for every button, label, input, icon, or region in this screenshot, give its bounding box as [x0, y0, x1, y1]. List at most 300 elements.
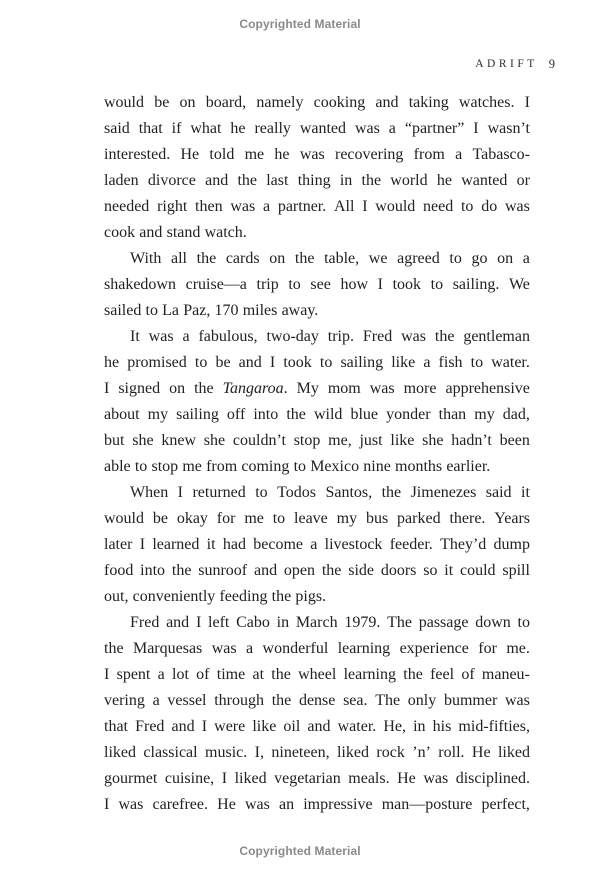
word: blue [350, 406, 379, 423]
word: could [460, 562, 496, 579]
word: watches. [458, 94, 515, 111]
word: to [449, 250, 462, 267]
paragraph [104, 324, 530, 480]
word: “partner” [404, 120, 465, 137]
paragraph [104, 246, 530, 324]
word: gentleman [463, 328, 530, 345]
word: conveniently [132, 588, 216, 605]
text-line [104, 558, 530, 584]
word: or [516, 172, 530, 189]
word: shakedown [104, 276, 176, 293]
word: feeding [219, 588, 268, 605]
word: a [522, 250, 530, 267]
word: the [271, 692, 292, 709]
word: would [375, 198, 416, 215]
word: board, [205, 94, 247, 111]
word: was [354, 120, 380, 137]
word: she [132, 432, 154, 449]
word: so [423, 562, 438, 579]
word: it [444, 562, 454, 579]
word: La [162, 302, 180, 319]
text-line [104, 90, 530, 116]
word: food [104, 562, 134, 579]
word: was [504, 198, 530, 215]
word: All [334, 198, 355, 215]
word: of [196, 666, 210, 683]
text-line [104, 714, 530, 740]
word: hadn’t [451, 432, 492, 449]
word: to [470, 354, 484, 371]
word: be [215, 354, 231, 371]
page-body [104, 90, 530, 818]
word: and [171, 718, 195, 735]
word: about [104, 406, 140, 423]
word: we [368, 250, 388, 267]
text-line [104, 662, 530, 688]
word: agreed [397, 250, 440, 267]
word: bus [365, 510, 389, 527]
word: passage [418, 614, 469, 631]
word: through [214, 692, 264, 709]
word: wonderful [262, 640, 329, 657]
word: liked [336, 744, 369, 761]
word: the [403, 666, 423, 683]
text-line [104, 480, 530, 506]
word: spent [116, 666, 151, 683]
word: gourmet [104, 770, 158, 787]
word: feel [430, 666, 455, 683]
word: sailed [104, 302, 142, 319]
word: earlier. [446, 458, 491, 475]
word: meals. [348, 770, 390, 787]
word: all [171, 250, 187, 267]
word: learning [337, 640, 391, 657]
word: needed [104, 198, 150, 215]
word: be [154, 94, 170, 111]
text-line [104, 376, 530, 402]
word: It [130, 328, 140, 345]
word: wanted [299, 120, 347, 137]
word: With [130, 250, 162, 267]
text-line [104, 246, 530, 272]
word: promised [127, 354, 187, 371]
word: livestock [324, 536, 383, 553]
word: was [230, 198, 256, 215]
word: told [209, 146, 235, 163]
word: a [246, 640, 254, 657]
word: more [403, 380, 437, 397]
word: down [475, 614, 511, 631]
word: I [104, 796, 110, 813]
word: stand [166, 224, 201, 241]
word: yonder [386, 406, 431, 423]
word: a [423, 354, 431, 371]
word: laden [104, 172, 139, 189]
word: do [481, 198, 498, 215]
word: to [255, 484, 268, 501]
word: I [177, 484, 183, 501]
word: the [286, 406, 306, 423]
word: and [238, 354, 262, 371]
text-line [104, 402, 530, 428]
word: spill [502, 562, 530, 579]
word: the [361, 172, 382, 189]
text-line [104, 688, 530, 714]
word: okay [176, 510, 208, 527]
word: to [288, 276, 301, 293]
word: I [195, 614, 202, 631]
word: that [104, 718, 128, 735]
word: on [269, 250, 286, 267]
word: 170 [214, 302, 239, 319]
text-line [104, 610, 530, 636]
word: wild [313, 406, 343, 423]
word: he [436, 172, 452, 189]
word: table, [324, 250, 360, 267]
paragraph [104, 610, 530, 818]
word: I [201, 718, 208, 735]
word: man—posture [381, 796, 473, 813]
word: was [504, 692, 530, 709]
word: there. [449, 510, 486, 527]
word: water. [491, 354, 530, 371]
word: bummer [443, 692, 498, 709]
word: They’d [440, 536, 487, 553]
word: a [157, 666, 165, 683]
text-line [104, 636, 530, 662]
word: sailing [176, 406, 219, 423]
word: had [222, 536, 246, 553]
word: 1979. [344, 614, 381, 631]
word: months [395, 458, 443, 475]
word: into [140, 562, 166, 579]
word: was [369, 380, 395, 397]
running-header [475, 56, 555, 71]
word: disciplined. [455, 770, 530, 787]
word: he [104, 354, 120, 371]
word: need [423, 198, 454, 215]
word: leave [294, 510, 328, 527]
copyright-notice-top: Copyrighted Material [239, 17, 361, 31]
word: a [262, 198, 271, 215]
text-line [104, 116, 530, 142]
word: perfect, [481, 796, 530, 813]
word: mom [327, 380, 361, 397]
word: me [244, 510, 264, 527]
word: dad, [502, 406, 530, 423]
word: the [271, 666, 291, 683]
word: in [276, 614, 290, 631]
word: from [206, 458, 238, 475]
word: time [216, 666, 246, 683]
word: lot [172, 666, 189, 683]
word: like [390, 432, 415, 449]
word: He [180, 146, 200, 163]
word: he [230, 120, 246, 137]
word: couldn’t [232, 432, 286, 449]
word: to [194, 354, 208, 371]
word: my [336, 510, 358, 527]
word: pigs. [295, 588, 327, 605]
word: doors [380, 562, 417, 579]
word: I [377, 276, 383, 293]
word: He [471, 744, 491, 761]
word: I [139, 536, 146, 553]
word: knew [161, 432, 196, 449]
word: cruise—a [185, 276, 247, 293]
text-line [104, 740, 530, 766]
word: me [182, 458, 202, 475]
word: ’n’ [412, 744, 431, 761]
running-header-title: ADRIFT [475, 58, 538, 70]
word: the [104, 640, 124, 657]
word: was [401, 328, 426, 345]
word: wheel [298, 666, 337, 683]
word: to [430, 276, 444, 293]
word: like [252, 718, 277, 735]
word: left [208, 614, 230, 631]
word: vering [104, 692, 145, 709]
word: impressive [303, 796, 373, 813]
word: my [147, 406, 169, 423]
word: a [310, 536, 318, 553]
word: stop [151, 458, 179, 475]
word: fabulous, [198, 328, 258, 345]
word: Fred [135, 718, 165, 735]
word: would [104, 94, 144, 111]
word: returned [192, 484, 246, 501]
word: was [118, 796, 144, 813]
word: interested. [104, 146, 171, 163]
word: sunroof [198, 562, 248, 579]
word: vegetarian [274, 770, 341, 787]
word: sailing. [452, 276, 500, 293]
copyright-notice-bottom: Copyrighted Material [239, 844, 361, 858]
word: the [171, 562, 192, 579]
word: to [272, 510, 286, 527]
word: sailing [340, 354, 384, 371]
word: Paz, [183, 302, 211, 319]
word: liked [234, 770, 267, 787]
word: on [169, 380, 186, 397]
word: cook [104, 224, 136, 241]
word: My [296, 380, 319, 397]
word: thing [297, 172, 331, 189]
word: learning [343, 666, 396, 683]
word: apprehensive [445, 380, 530, 397]
word: parked [397, 510, 441, 527]
text-line [104, 194, 530, 220]
word: the [271, 588, 292, 605]
word: Years [494, 510, 530, 527]
word: how [340, 276, 369, 293]
text-line [104, 324, 530, 350]
paragraph [104, 90, 530, 246]
word: Mexico [310, 458, 360, 475]
word: and [139, 224, 163, 241]
word: dense [298, 692, 336, 709]
text-line [104, 584, 530, 610]
word: a [152, 692, 160, 709]
word: watch. [204, 224, 247, 241]
word: Tangaroa. [222, 380, 288, 397]
word: was [211, 640, 237, 657]
word: divorce [147, 172, 196, 189]
word: if [171, 120, 182, 137]
word: me [244, 146, 265, 163]
word: open [283, 562, 316, 579]
word: the [434, 328, 455, 345]
word: a [388, 120, 396, 137]
word: Marquesas [132, 640, 203, 657]
word: later [104, 536, 133, 553]
word: was [423, 770, 449, 787]
word: carefree. [152, 796, 208, 813]
word: nine [363, 458, 391, 475]
word: world [390, 172, 428, 189]
word: was [299, 146, 325, 163]
word: sea. [343, 692, 368, 709]
word: last [266, 172, 289, 189]
word: and [166, 614, 190, 631]
word: like [391, 354, 416, 371]
word: his [432, 718, 452, 735]
word: he [274, 146, 290, 163]
word: said [485, 484, 512, 501]
word: Fred [130, 614, 160, 631]
word: but [104, 432, 125, 449]
word: to [517, 614, 530, 631]
word: maneu- [481, 666, 530, 683]
word: experience [399, 640, 469, 657]
word: for [478, 640, 497, 657]
word: He, [383, 718, 407, 735]
word: a [455, 146, 463, 163]
word: rock [376, 744, 405, 761]
word: Cabo [236, 614, 270, 631]
word: I [362, 198, 368, 215]
word: the [237, 172, 257, 189]
word: only [407, 692, 437, 709]
word: to [134, 458, 148, 475]
boat-name-italic: Tangaroa [222, 380, 284, 397]
word: on [179, 94, 196, 111]
word: go [471, 250, 488, 267]
word: fish [438, 354, 463, 371]
word: she [203, 432, 226, 449]
word: was [148, 328, 174, 345]
word: and [307, 718, 331, 735]
word: what [190, 120, 222, 137]
word: the [321, 562, 342, 579]
word: and [205, 172, 229, 189]
word: a [182, 328, 190, 345]
word: on [497, 250, 514, 267]
word: away. [281, 302, 319, 319]
word: He [397, 770, 416, 787]
word: really [254, 120, 291, 137]
word: me, [328, 432, 352, 449]
word: would [104, 510, 144, 527]
word: the [196, 250, 217, 267]
word: I [221, 770, 228, 787]
word: wasn’t [487, 120, 530, 137]
word: and [375, 94, 399, 111]
word: Fred [362, 328, 393, 345]
word: to [460, 198, 474, 215]
word: right [157, 198, 188, 215]
word: wanted [461, 172, 508, 189]
text-line [104, 454, 530, 480]
word: recovering [334, 146, 404, 163]
text-line [104, 142, 530, 168]
word: classical [143, 744, 198, 761]
word: Santos, [325, 484, 373, 501]
word: of [461, 666, 475, 683]
word: to [319, 354, 333, 371]
word: my [474, 406, 495, 423]
text-line [104, 506, 530, 532]
word: cooking [313, 94, 366, 111]
word: mid-fifties, [458, 718, 530, 735]
word: the [381, 484, 402, 501]
word: the [194, 380, 214, 397]
word: see [310, 276, 331, 293]
word: the [294, 250, 315, 267]
word: signed [118, 380, 161, 397]
word: I, [254, 744, 264, 761]
word: that [138, 120, 163, 137]
word: water. [337, 718, 377, 735]
text-line [104, 428, 530, 454]
word: into [253, 406, 279, 423]
word: I [473, 120, 479, 137]
word: When [130, 484, 169, 501]
word: stop [293, 432, 321, 449]
word: learned [152, 536, 200, 553]
word: it [521, 484, 530, 501]
word: March [295, 614, 338, 631]
word: liked [104, 744, 136, 761]
word: oil [283, 718, 301, 735]
word: liked [497, 744, 530, 761]
text-line [104, 350, 530, 376]
word: and [253, 562, 278, 579]
word: me. [506, 640, 530, 657]
word: Todos [277, 484, 316, 501]
text-line [104, 272, 530, 298]
word: Tabasco- [472, 146, 530, 163]
word: in [339, 172, 353, 189]
word: nineteen, [271, 744, 330, 761]
word: then [195, 198, 223, 215]
word: Jimenezes [410, 484, 477, 501]
word: vessel [167, 692, 207, 709]
word: out, [104, 588, 129, 605]
text-line [104, 766, 530, 792]
text-line [104, 168, 530, 194]
word: than [438, 406, 467, 423]
word: for [216, 510, 236, 527]
word: become [253, 536, 303, 553]
word: The [387, 614, 412, 631]
word: to [145, 302, 158, 319]
word: cuisine, [164, 770, 215, 787]
word: roll. [438, 744, 465, 761]
word: off [226, 406, 246, 423]
paragraph [104, 480, 530, 610]
word: at [252, 666, 265, 683]
